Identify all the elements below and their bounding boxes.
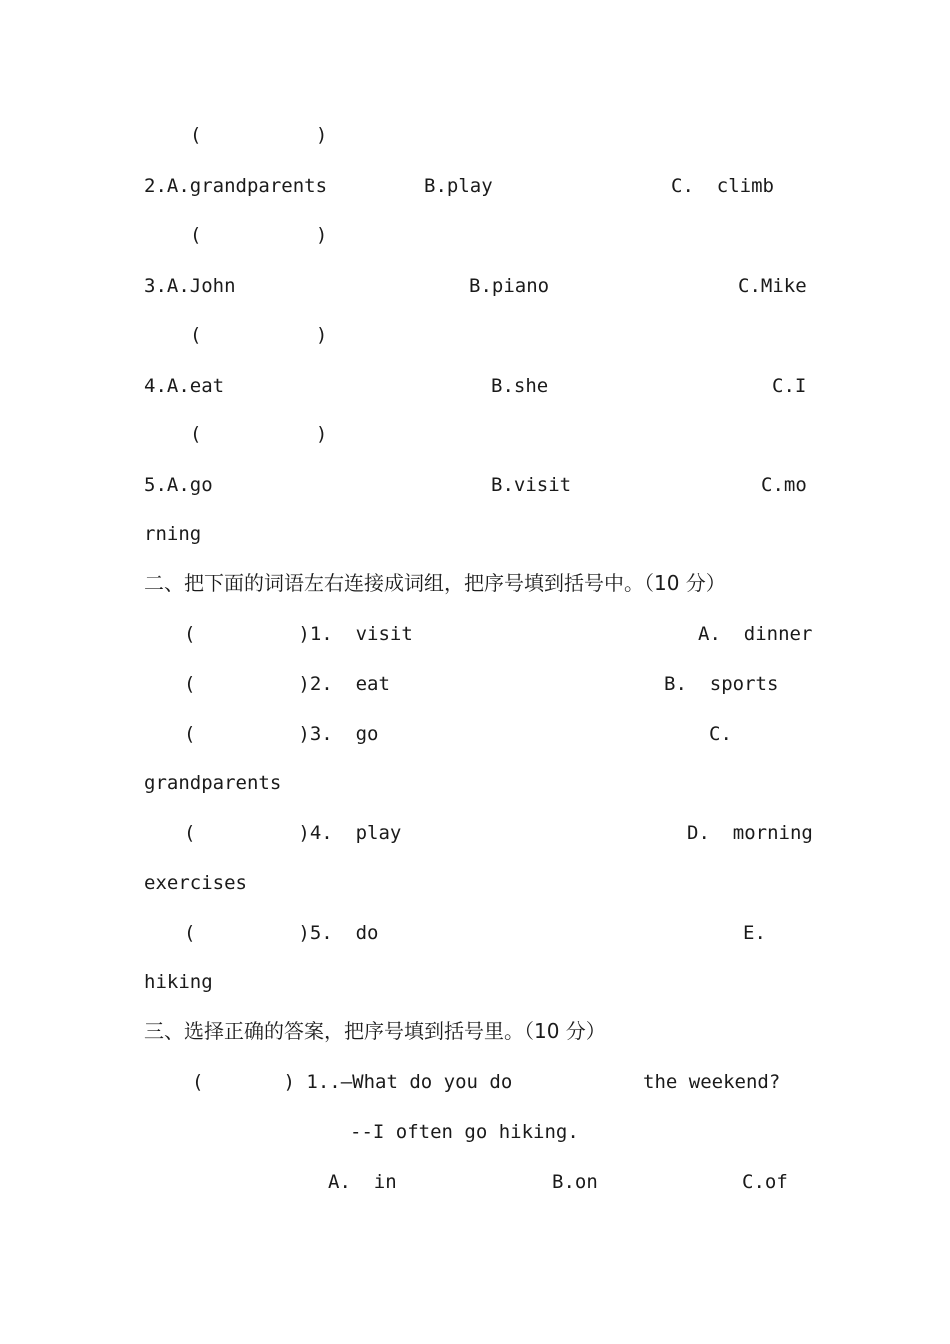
match-item-1-right: A. dinner <box>698 623 813 645</box>
answer-blank-1[interactable]: ( ) <box>190 124 328 146</box>
match-item-4-left[interactable]: ( )4. play <box>184 822 402 844</box>
question-5-option-b: B.visit <box>491 474 572 496</box>
answer-blank-2[interactable]: ( ) <box>190 224 328 246</box>
question-3-option-a: 3.A.John <box>144 275 236 297</box>
section-2-heading: 二、把下面的词语左右连接成词组，把序号填到括号中。（10 分） <box>144 571 726 595</box>
question-5-option-c: C.mo <box>761 474 807 496</box>
match-item-3-wrap: grandparents <box>144 772 282 794</box>
question-3-option-c: C.Mike <box>738 275 807 297</box>
choice-question-1-prompt-end: the weekend? <box>643 1071 781 1093</box>
question-2-option-c: C. climb <box>671 175 774 197</box>
answer-blank-3[interactable]: ( ) <box>190 324 328 346</box>
choice-question-1-option-c: C.of <box>742 1171 788 1193</box>
match-item-2-left[interactable]: ( )2. eat <box>184 673 390 695</box>
choice-question-1-reply: --I often go hiking. <box>350 1121 579 1143</box>
section-3-heading: 三、选择正确的答案，把序号填到括号里。（10 分） <box>144 1019 606 1043</box>
match-item-4-right: D. morning <box>687 822 813 844</box>
match-item-5-left[interactable]: ( )5. do <box>184 922 379 944</box>
question-5-option-c-wrap: rning <box>144 523 202 545</box>
choice-question-1-option-a: A. in <box>328 1171 397 1193</box>
question-4-option-a: 4.A.eat <box>144 375 225 397</box>
question-2-option-a: 2.A.grandparents <box>144 175 328 197</box>
question-4-option-c: C.I <box>772 375 807 397</box>
match-item-1-left[interactable]: ( )1. visit <box>184 623 413 645</box>
question-5-option-a: 5.A.go <box>144 474 213 496</box>
choice-question-1-prompt[interactable]: ( ) 1..—What do you do <box>192 1071 513 1093</box>
answer-blank-4[interactable]: ( ) <box>190 423 328 445</box>
question-2-option-b: B.play <box>424 175 493 197</box>
match-item-4-wrap: exercises <box>144 872 247 894</box>
choice-question-1-option-b: B.on <box>552 1171 598 1193</box>
match-item-5-wrap: hiking <box>144 971 213 993</box>
question-4-option-b: B.she <box>491 375 549 397</box>
match-item-3-right: C. <box>709 723 732 745</box>
match-item-3-left[interactable]: ( )3. go <box>184 723 379 745</box>
question-3-option-b: B.piano <box>469 275 550 297</box>
match-item-5-right: E. <box>743 922 766 944</box>
match-item-2-right: B. sports <box>664 673 779 695</box>
